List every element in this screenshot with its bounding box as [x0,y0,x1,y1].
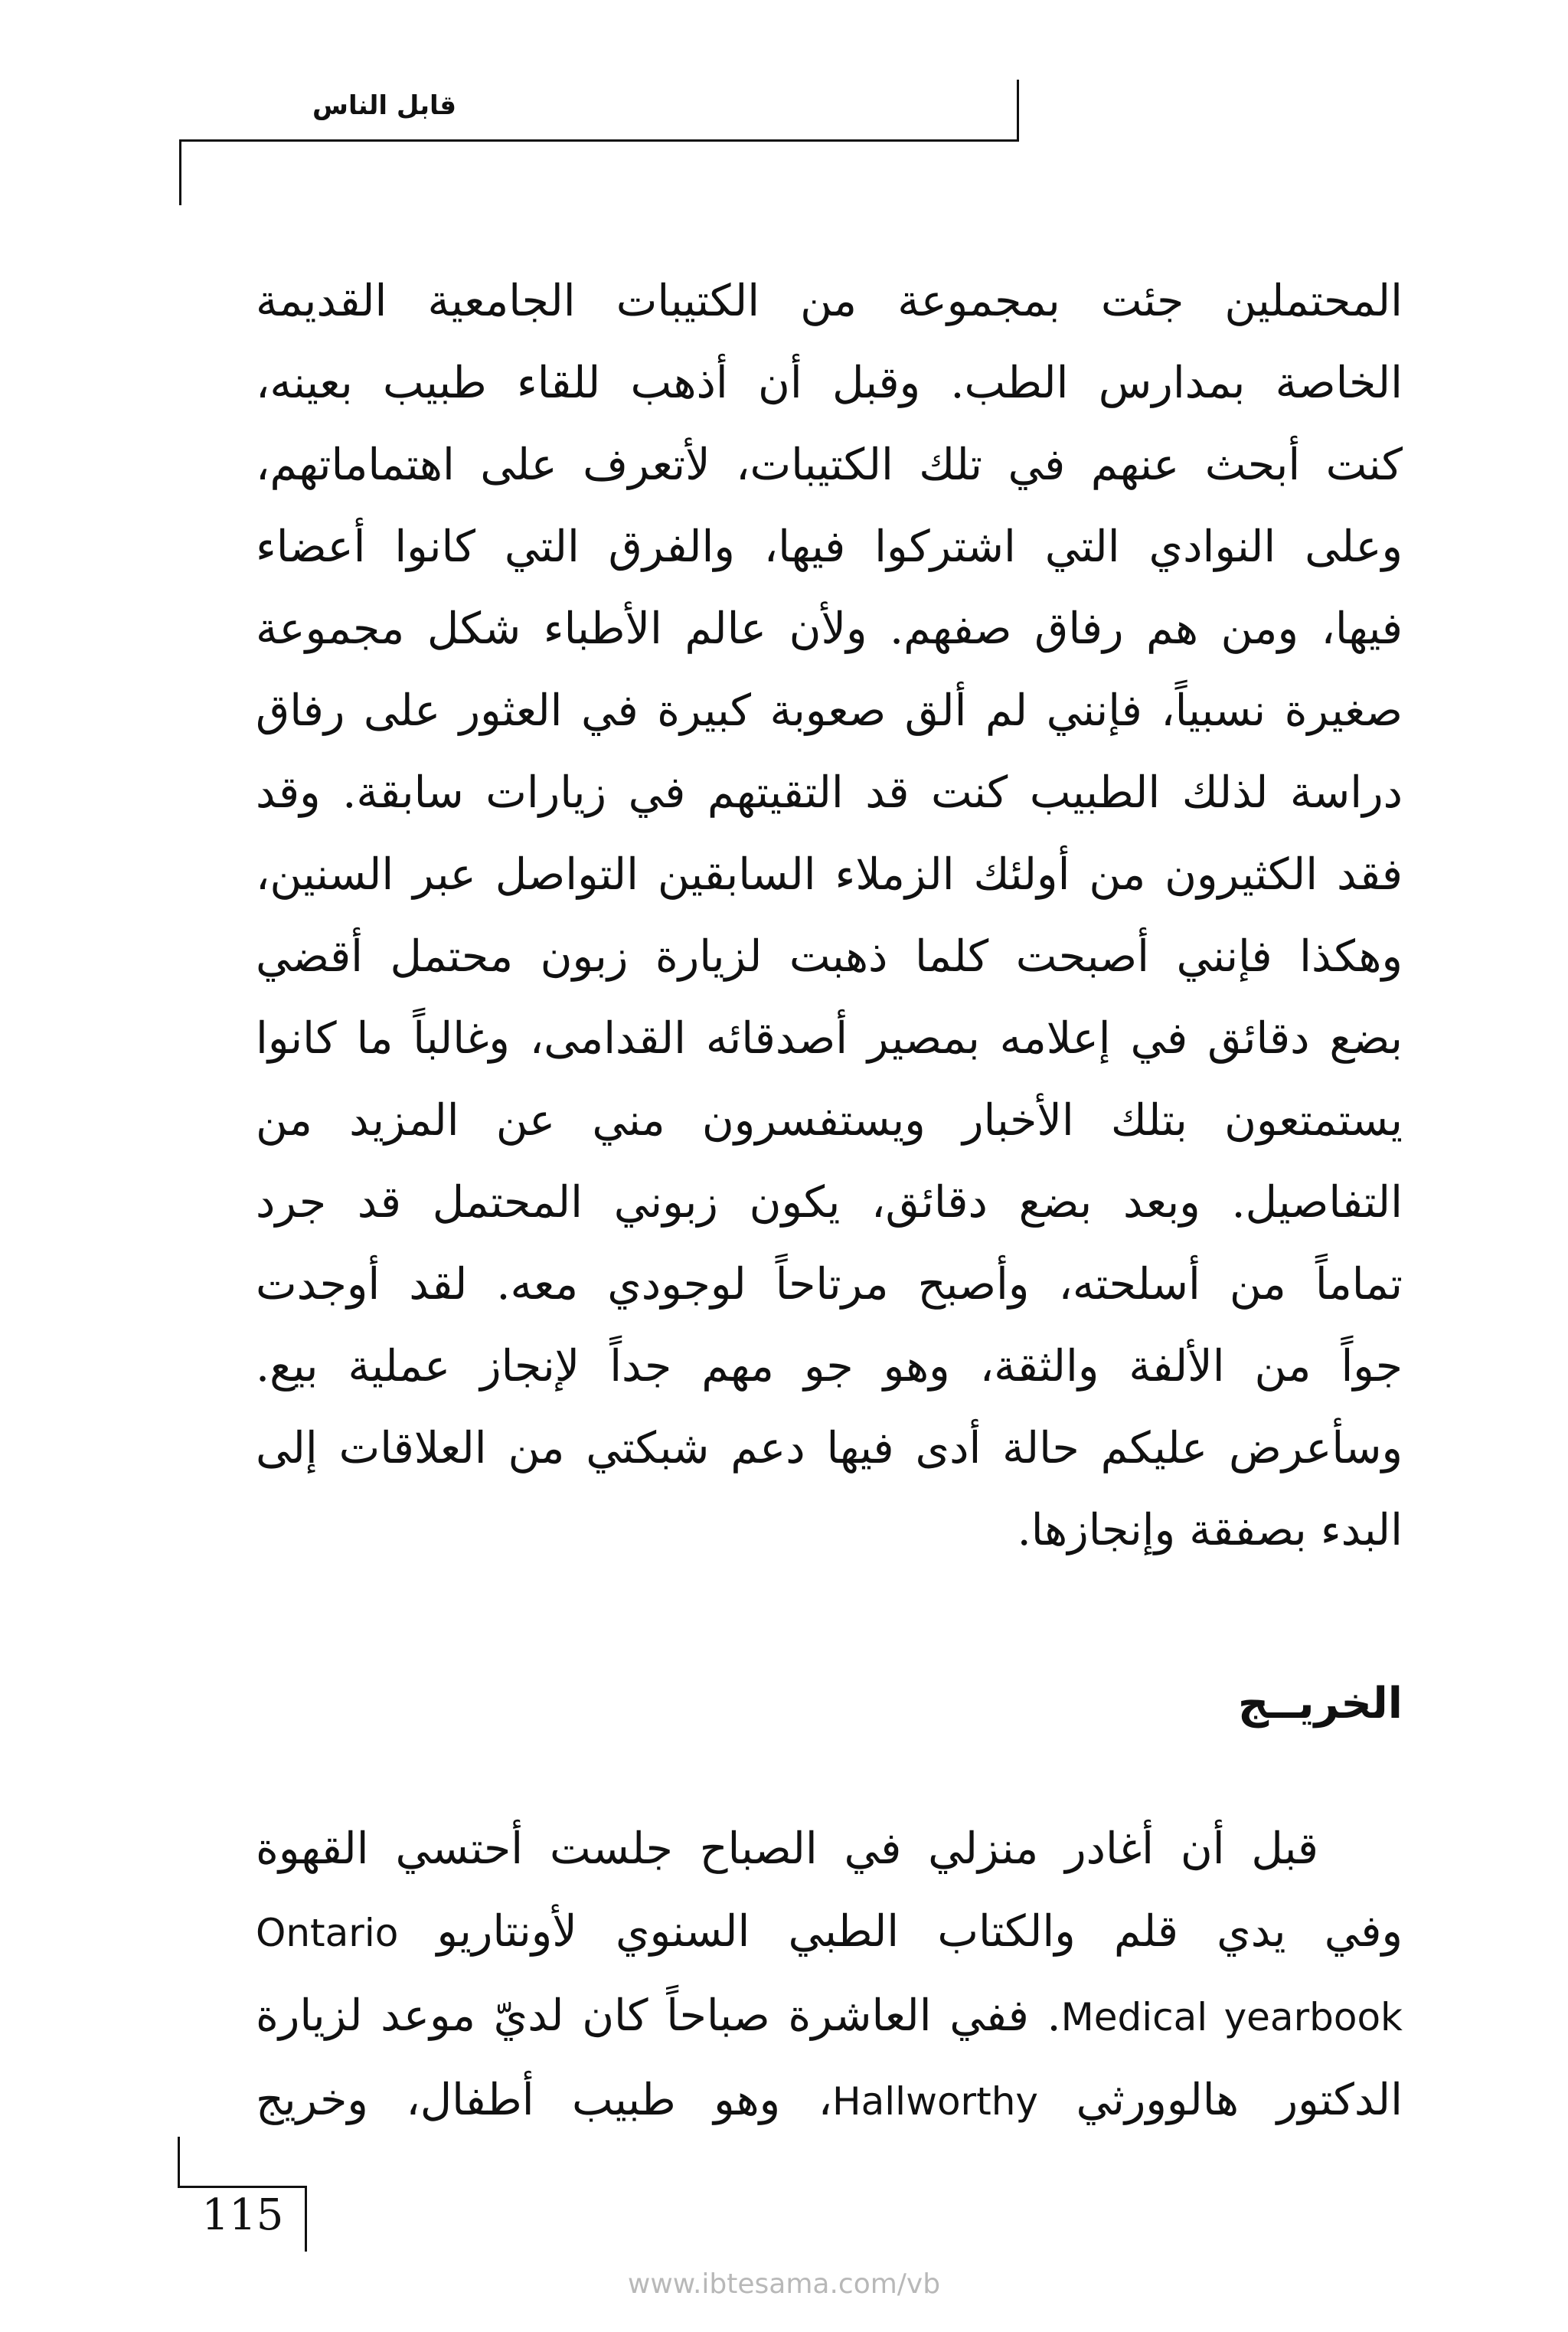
arabic-text: الدكتور هالوورثي [1076,2075,1403,2125]
text-line [256,2059,1403,2143]
text-line: وعلى النوادي التي اشتركوا فيها، والفرق التي كانوا أعضاء [256,522,1403,572]
footer-rule-vertical-left [178,2137,180,2187]
arabic-text: ، وهو طبيب أطفال، وخريج [256,2075,833,2125]
text-line [256,1974,1403,2059]
footer-rule-horizontal [178,2186,306,2188]
text-line: تماماً من أسلحته، وأصبح مرتاحاً لوجودي معه. لقد أوجدت [256,1259,1403,1310]
header-rule-vertical-left [179,139,181,205]
text-line: يستمتعون بتلك الأخبار ويستفسرون مني عن المزيد من [256,1095,1403,1146]
watermark-url: www.ibtesama.com/vb [627,2268,941,2300]
header-rule-vertical-right [1017,80,1019,141]
latin-text: Medical yearbook [1060,1995,1403,2039]
text-line: التفاصيل. وبعد بضع دقائق، يكون زبوني المحتمل قد جرد [256,1177,1403,1228]
body-paragraph-continued [256,260,1403,1572]
running-header-title: قابل الناس [312,90,456,121]
text-line: دراسة لذلك الطبيب كنت قد التقيتهم في زيارات سابقة. وقد [256,767,1403,818]
footer-rule-vertical-right [305,2186,307,2252]
text-line: قبل أن أغادر منزلي في الصباح جلست أحتسي القهوة [256,1823,1318,1874]
page-number: 115 [201,2190,284,2240]
body-paragraph-section [256,1807,1403,2143]
header-rule-horizontal [179,139,1019,142]
text-line: فيها، ومن هم رفاق صفهم. ولأن عالم الأطباء شكل مجموعة [256,603,1403,654]
text-line: الخاصة بمدارس الطب. وقبل أن أذهب للقاء طبيب بعينه، [256,358,1403,408]
text-line: المحتملين جئت بمجموعة من الكتيبات الجامعية القديمة [256,276,1403,326]
arabic-text: . ففي العاشرة صباحاً كان لديّ موعد لزيارة [256,1990,1061,2041]
text-line: فقد الكثيرون من أولئك الزملاء السابقين التواصل عبر السنين، [256,849,1403,900]
text-line: جواً من الألفة والثقة، وهو جو مهم جداً لإنجاز عملية بيع. [256,1341,1403,1392]
text-line: بضع دقائق في إعلامه بمصير أصدقائه القدامى، وغالباً ما كانوا [256,1013,1403,1064]
text-line [256,1890,1403,1974]
latin-text: Ontario [256,1911,399,1955]
text-line: البدء بصفقة وإنجازها. [1017,1505,1403,1555]
arabic-text: وفي يدي قلم والكتاب الطبي السنوي لأونتاريو [436,1906,1403,1957]
text-line: وهكذا فإنني أصبحت كلما ذهبت لزيارة زبون محتمل أقضي [256,931,1403,982]
text-line: صغيرة نسبياً، فإنني لم ألق صعوبة كبيرة في العثور على رفاق [256,685,1403,736]
latin-text: Hallworthy [832,2079,1038,2124]
text-line: كنت أبحث عنهم في تلك الكتيبات، لأتعرف على اهتماماتهم، [256,440,1403,490]
section-heading: الخريــج [1237,1679,1403,1729]
text-line: وسأعرض عليكم حالة أدى فيها دعم شبكتي من العلاقات إلى [256,1423,1403,1473]
